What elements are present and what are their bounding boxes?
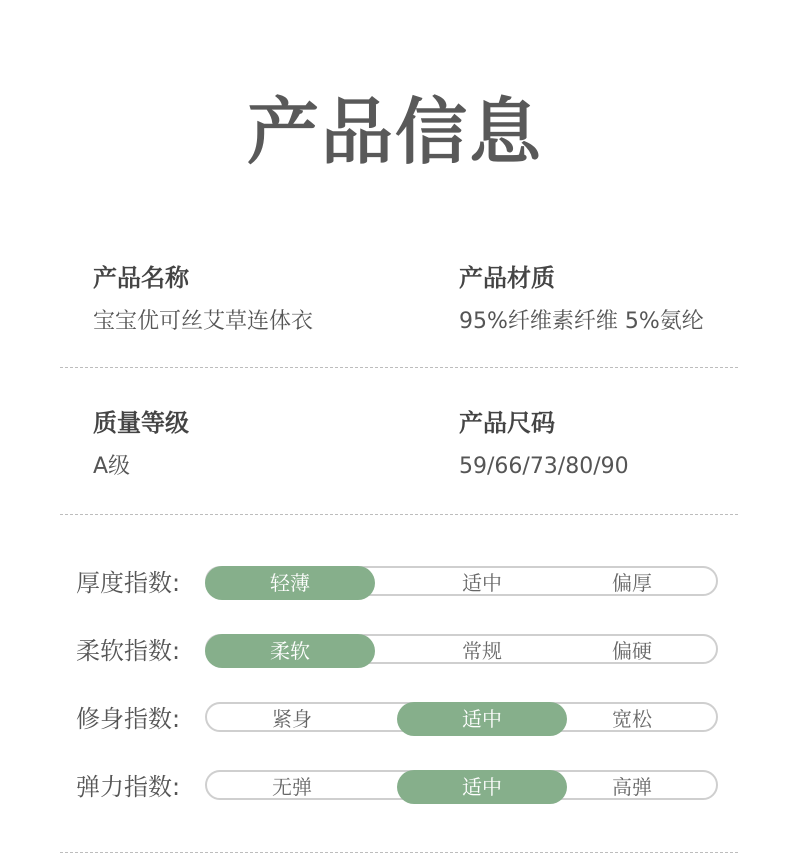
index-option: 高弹 bbox=[612, 775, 652, 799]
index-option: 紧身 bbox=[272, 707, 312, 731]
index-option: 偏厚 bbox=[612, 571, 652, 595]
index-label: 弹力指数: bbox=[76, 773, 181, 801]
info-item-size bbox=[459, 407, 629, 483]
index-option: 常规 bbox=[462, 639, 502, 663]
index-scale bbox=[205, 770, 718, 800]
info-row bbox=[0, 407, 790, 497]
index-scale bbox=[205, 634, 718, 664]
info-value: 95%纤维素纤维 5%氨纶 bbox=[459, 309, 704, 334]
info-value: 宝宝优可丝艾草连体衣 bbox=[93, 309, 314, 334]
info-label: 产品尺码 bbox=[459, 409, 555, 437]
index-option: 无弹 bbox=[272, 775, 312, 799]
index-label: 修身指数: bbox=[76, 705, 181, 733]
index-option: 偏硬 bbox=[612, 639, 652, 663]
index-label: 柔软指数: bbox=[76, 637, 181, 665]
info-label: 质量等级 bbox=[93, 409, 189, 437]
index-row-fit bbox=[76, 702, 726, 736]
info-value: A级 bbox=[93, 454, 131, 479]
info-item-name bbox=[93, 262, 313, 338]
index-label: 厚度指数: bbox=[76, 569, 181, 597]
info-label: 产品材质 bbox=[459, 264, 555, 292]
index-row-softness bbox=[76, 634, 726, 668]
page-title: 产品信息 bbox=[246, 90, 543, 174]
index-row-thickness bbox=[76, 566, 726, 600]
index-option: 适中 bbox=[462, 571, 502, 595]
index-option: 适中 bbox=[397, 702, 567, 736]
divider bbox=[60, 367, 738, 368]
index-option: 适中 bbox=[397, 770, 567, 804]
divider bbox=[60, 852, 738, 853]
index-option: 柔软 bbox=[205, 634, 375, 668]
divider bbox=[60, 514, 738, 515]
info-label: 产品名称 bbox=[93, 264, 189, 292]
info-value: 59/66/73/80/90 bbox=[459, 454, 629, 479]
info-item-material bbox=[459, 262, 704, 338]
index-scale bbox=[205, 702, 718, 732]
info-row bbox=[0, 262, 790, 352]
index-option: 轻薄 bbox=[205, 566, 375, 600]
index-row-elasticity bbox=[76, 770, 726, 804]
index-option: 宽松 bbox=[612, 707, 652, 731]
index-scale bbox=[205, 566, 718, 596]
info-item-grade bbox=[93, 407, 189, 483]
